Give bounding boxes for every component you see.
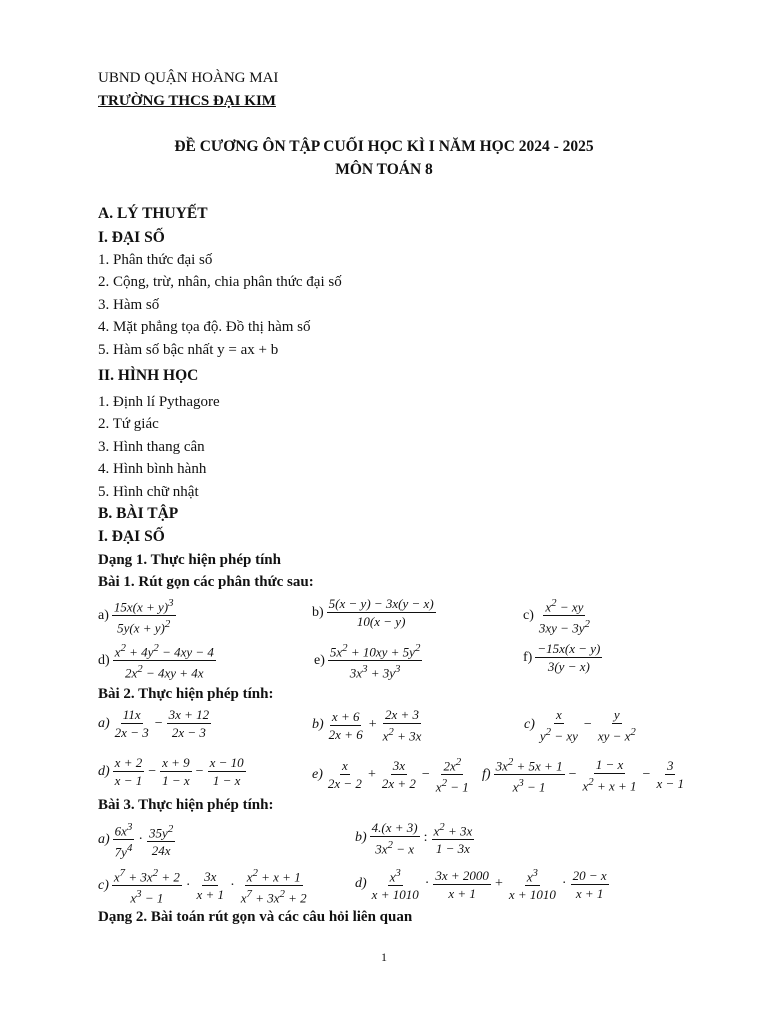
school-name: TRƯỜNG THCS ĐẠI KIM bbox=[98, 93, 276, 109]
list-item: 1. Phân thức đại số bbox=[98, 252, 213, 268]
exercise-1b: b) 5(x − y) − 3x(y − x) 10(x − y) bbox=[312, 596, 434, 629]
exercise-label: a) bbox=[98, 715, 110, 731]
theory-geometry-heading: II. HÌNH HỌC bbox=[98, 367, 199, 384]
exercise-2a: a) 11x 2x − 3 − $\frac{3x + 12}{2x - 3}$ bbox=[98, 707, 210, 740]
list-item: 4. Mặt phẳng tọa độ. Đồ thị hàm số bbox=[98, 319, 311, 335]
exercise-label: e) bbox=[312, 766, 323, 782]
list-item: 2. Tứ giác bbox=[98, 416, 159, 432]
exercise-1e: e) $5x^2 + 10xy + 5y^2$ $3x^3 + 3y^3$ bbox=[314, 642, 421, 681]
type1-heading: Dạng 1. Thực hiện phép tính bbox=[98, 552, 281, 568]
exercise-3b: b) 4.(x + 3) $3x^2 - x$ : $x^2 + 3x$ 1 − 3x bbox=[355, 820, 473, 857]
exercise-1f: f) −15x(x − y) 3(y − x) bbox=[523, 641, 601, 674]
subject-title: MÔN TOÁN 8 bbox=[335, 161, 433, 178]
exercise-label: b) bbox=[355, 830, 367, 846]
type2-heading: Dạng 2. Bài toán rút gọn và các câu hỏi liên quan bbox=[98, 909, 413, 925]
bai2-heading: Bài 2. Thực hiện phép tính: bbox=[98, 686, 274, 702]
exercises-heading: B. BÀI TẬP bbox=[98, 505, 179, 522]
exercise-label: c) bbox=[523, 607, 534, 623]
district-name: UBND QUẬN HOÀNG MAI bbox=[98, 70, 279, 86]
exercise-label: c) bbox=[98, 877, 109, 893]
exercise-2e: e) x 2x − 2 + $\frac{3x}{2x + 2}$ − $\frac{2x^2}{x^2 - 1}$ bbox=[312, 756, 469, 795]
page-number: 1 bbox=[381, 950, 387, 964]
exercise-3c: c) $x^7 + 3x^2 + 2$ $x^3 - 1$ · 3x x + 1 · $x^2 + x + 1$ $x^7 + 3x^2 + 2$ bbox=[98, 867, 307, 906]
bai3-heading: Bài 3. Thực hiện phép tính: bbox=[98, 797, 274, 813]
exercise-1d: d) $x^2 + 4y^2 - 4xy - 4$ $2x^2 - 4xy + 4x$ bbox=[98, 642, 214, 681]
exercise-label: b) bbox=[312, 717, 324, 733]
list-item: 4. Hình bình hành bbox=[98, 461, 207, 477]
document-title: ĐỀ CƯƠNG ÔN TẬP CUỐI HỌC KÌ I NĂM HỌC 2024 - 2025 bbox=[174, 138, 594, 155]
exercise-1c: c) $x^2$ − xy $3xy - 3y^2$ bbox=[523, 597, 590, 636]
list-item: 5. Hình chữ nhật bbox=[98, 484, 199, 500]
exercise-label: b) bbox=[312, 604, 324, 620]
exercise-label: d) bbox=[98, 652, 110, 668]
exercise-3d: d) $x^3$ x + 1010 · 3x + 2000 x + 1 + $\frac{x^3}{x + 1010}$ · 20 − x x + 1 bbox=[355, 867, 607, 903]
theory-algebra-heading: I. ĐẠI SỐ bbox=[98, 229, 165, 246]
list-item: 1. Định lí Pythagore bbox=[98, 394, 220, 410]
exercise-1a: a) $15x(x + y)^3$ $5y(x + y)^2$ bbox=[98, 597, 174, 636]
exercise-label: f) bbox=[523, 649, 533, 665]
exercise-2c: c) x $y^2$ − xy − $\frac{y}{xy - x^2}$ bbox=[524, 707, 636, 744]
exercise-2d: d) x + 2 x − 1 − $\frac{x + 9}{1 - x}$ − $\frac{x - 10}{1 - x}$ bbox=[98, 755, 244, 788]
exercises-algebra-heading: I. ĐẠI SỐ bbox=[98, 528, 165, 545]
exercise-label: e) bbox=[314, 652, 325, 668]
list-item: 2. Cộng, trừ, nhân, chia phân thức đại số bbox=[98, 274, 342, 290]
exercise-3a: a) $6x^3$ $7y^4$ · $35y^2$ 24x bbox=[98, 821, 174, 860]
theory-heading: A. LÝ THUYẾT bbox=[98, 205, 208, 222]
exercise-2b: b) x + 6 2x + 6 + $\frac{2x + 3}{x^2 + 3x}$ bbox=[312, 707, 422, 744]
exercise-label: f) bbox=[482, 766, 491, 782]
list-item: 5. Hàm số bậc nhất y = ax + b bbox=[98, 342, 279, 358]
exercise-label: d) bbox=[98, 763, 110, 779]
bai1-heading: Bài 1. Rút gọn các phân thức sau: bbox=[98, 574, 314, 590]
exercise-label: a) bbox=[98, 831, 110, 847]
exercise-label: c) bbox=[524, 717, 535, 733]
exercise-label: d) bbox=[355, 876, 367, 892]
list-item: 3. Hàm số bbox=[98, 297, 160, 313]
list-item: 3. Hình thang cân bbox=[98, 439, 205, 455]
exercise-2f: f) $3x^2 + 5x + 1$ $x^3 - 1$ − $\frac{1 - x}{x^2 + x + 1}$ − $\frac{3}{x - 1}$ bbox=[482, 756, 684, 795]
exercise-label: a) bbox=[98, 607, 109, 623]
